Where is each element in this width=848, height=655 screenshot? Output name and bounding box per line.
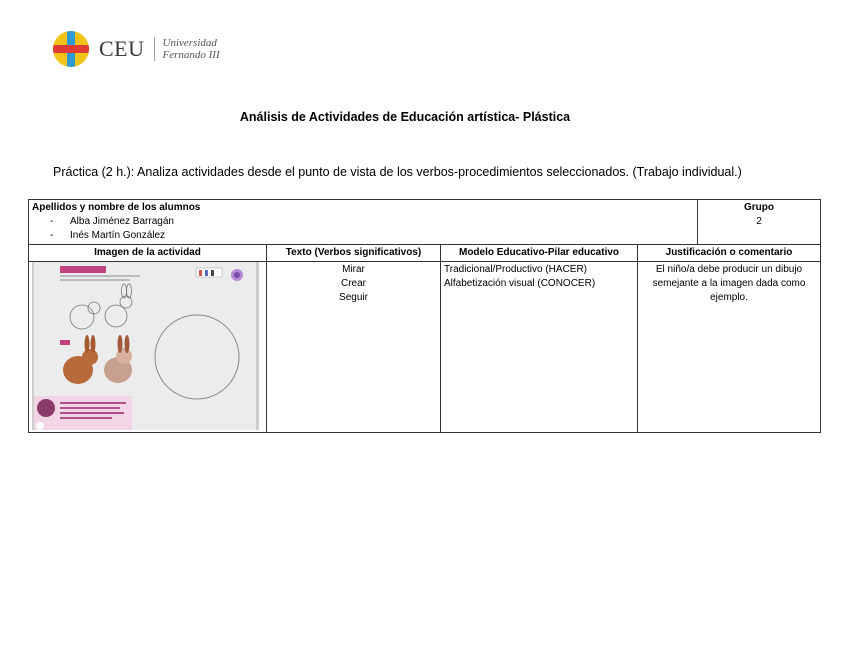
header-row bbox=[29, 245, 821, 262]
logo-university bbox=[163, 37, 220, 61]
ceu-logo bbox=[52, 30, 220, 68]
activity-table bbox=[28, 199, 821, 433]
model-cell bbox=[441, 262, 638, 433]
students-row bbox=[29, 200, 821, 245]
students-header: Apellidos y nombre de los alumnos bbox=[32, 202, 201, 213]
student-item bbox=[50, 229, 694, 243]
activity-worksheet-image bbox=[32, 262, 259, 430]
column-header-image: Imagen de la actividad bbox=[29, 245, 267, 262]
student-bullet: - bbox=[50, 230, 54, 241]
group-header: Grupo bbox=[744, 202, 774, 213]
student-bullet: - bbox=[50, 216, 54, 227]
activity-photo bbox=[32, 262, 259, 430]
document-title: Análisis de Actividades de Educación artística- Plástica bbox=[239, 110, 571, 124]
verb-item: Crear bbox=[340, 278, 366, 289]
model-item: Tradicional/Productivo (HACER) bbox=[444, 264, 588, 275]
logo-university-line2: Fernando III bbox=[162, 49, 220, 61]
verb-item: Seguir bbox=[339, 292, 368, 303]
students-cell bbox=[29, 200, 698, 245]
logo-brand-text: CEU bbox=[99, 36, 145, 61]
activity-row bbox=[29, 262, 821, 433]
logo-university-line1: Universidad bbox=[162, 37, 217, 49]
activity-image-cell bbox=[29, 262, 267, 433]
column-header-model: Modelo Educativo-Pilar educativo bbox=[441, 245, 638, 262]
student-item bbox=[50, 215, 694, 229]
group-cell bbox=[698, 200, 821, 245]
column-header-justification: Justificación o comentario bbox=[638, 245, 821, 262]
group-value: 2 bbox=[756, 216, 762, 227]
model-item: Alfabetización visual (CONOCER) bbox=[444, 278, 596, 289]
student-name: Alba Jiménez Barragán bbox=[70, 216, 174, 227]
justification-cell bbox=[638, 262, 821, 433]
ceu-emblem-icon bbox=[52, 30, 90, 68]
verb-item: Mirar bbox=[342, 264, 365, 275]
document-subtitle: Práctica (2 h.): Analiza actividades desde el punto de vista de los verbos-procedimientos seleccionados. (Trabajo individual.) bbox=[53, 165, 742, 179]
logo-divider bbox=[154, 37, 155, 61]
students-list bbox=[32, 215, 694, 243]
justification-text: El niño/a debe producir un dibujo semejante a la imagen dada como ejemplo. bbox=[652, 264, 806, 303]
verbs-cell bbox=[267, 262, 441, 433]
column-header-verbs: Texto (Verbos significativos) bbox=[267, 245, 441, 262]
student-name: Inés Martín González bbox=[70, 230, 166, 241]
